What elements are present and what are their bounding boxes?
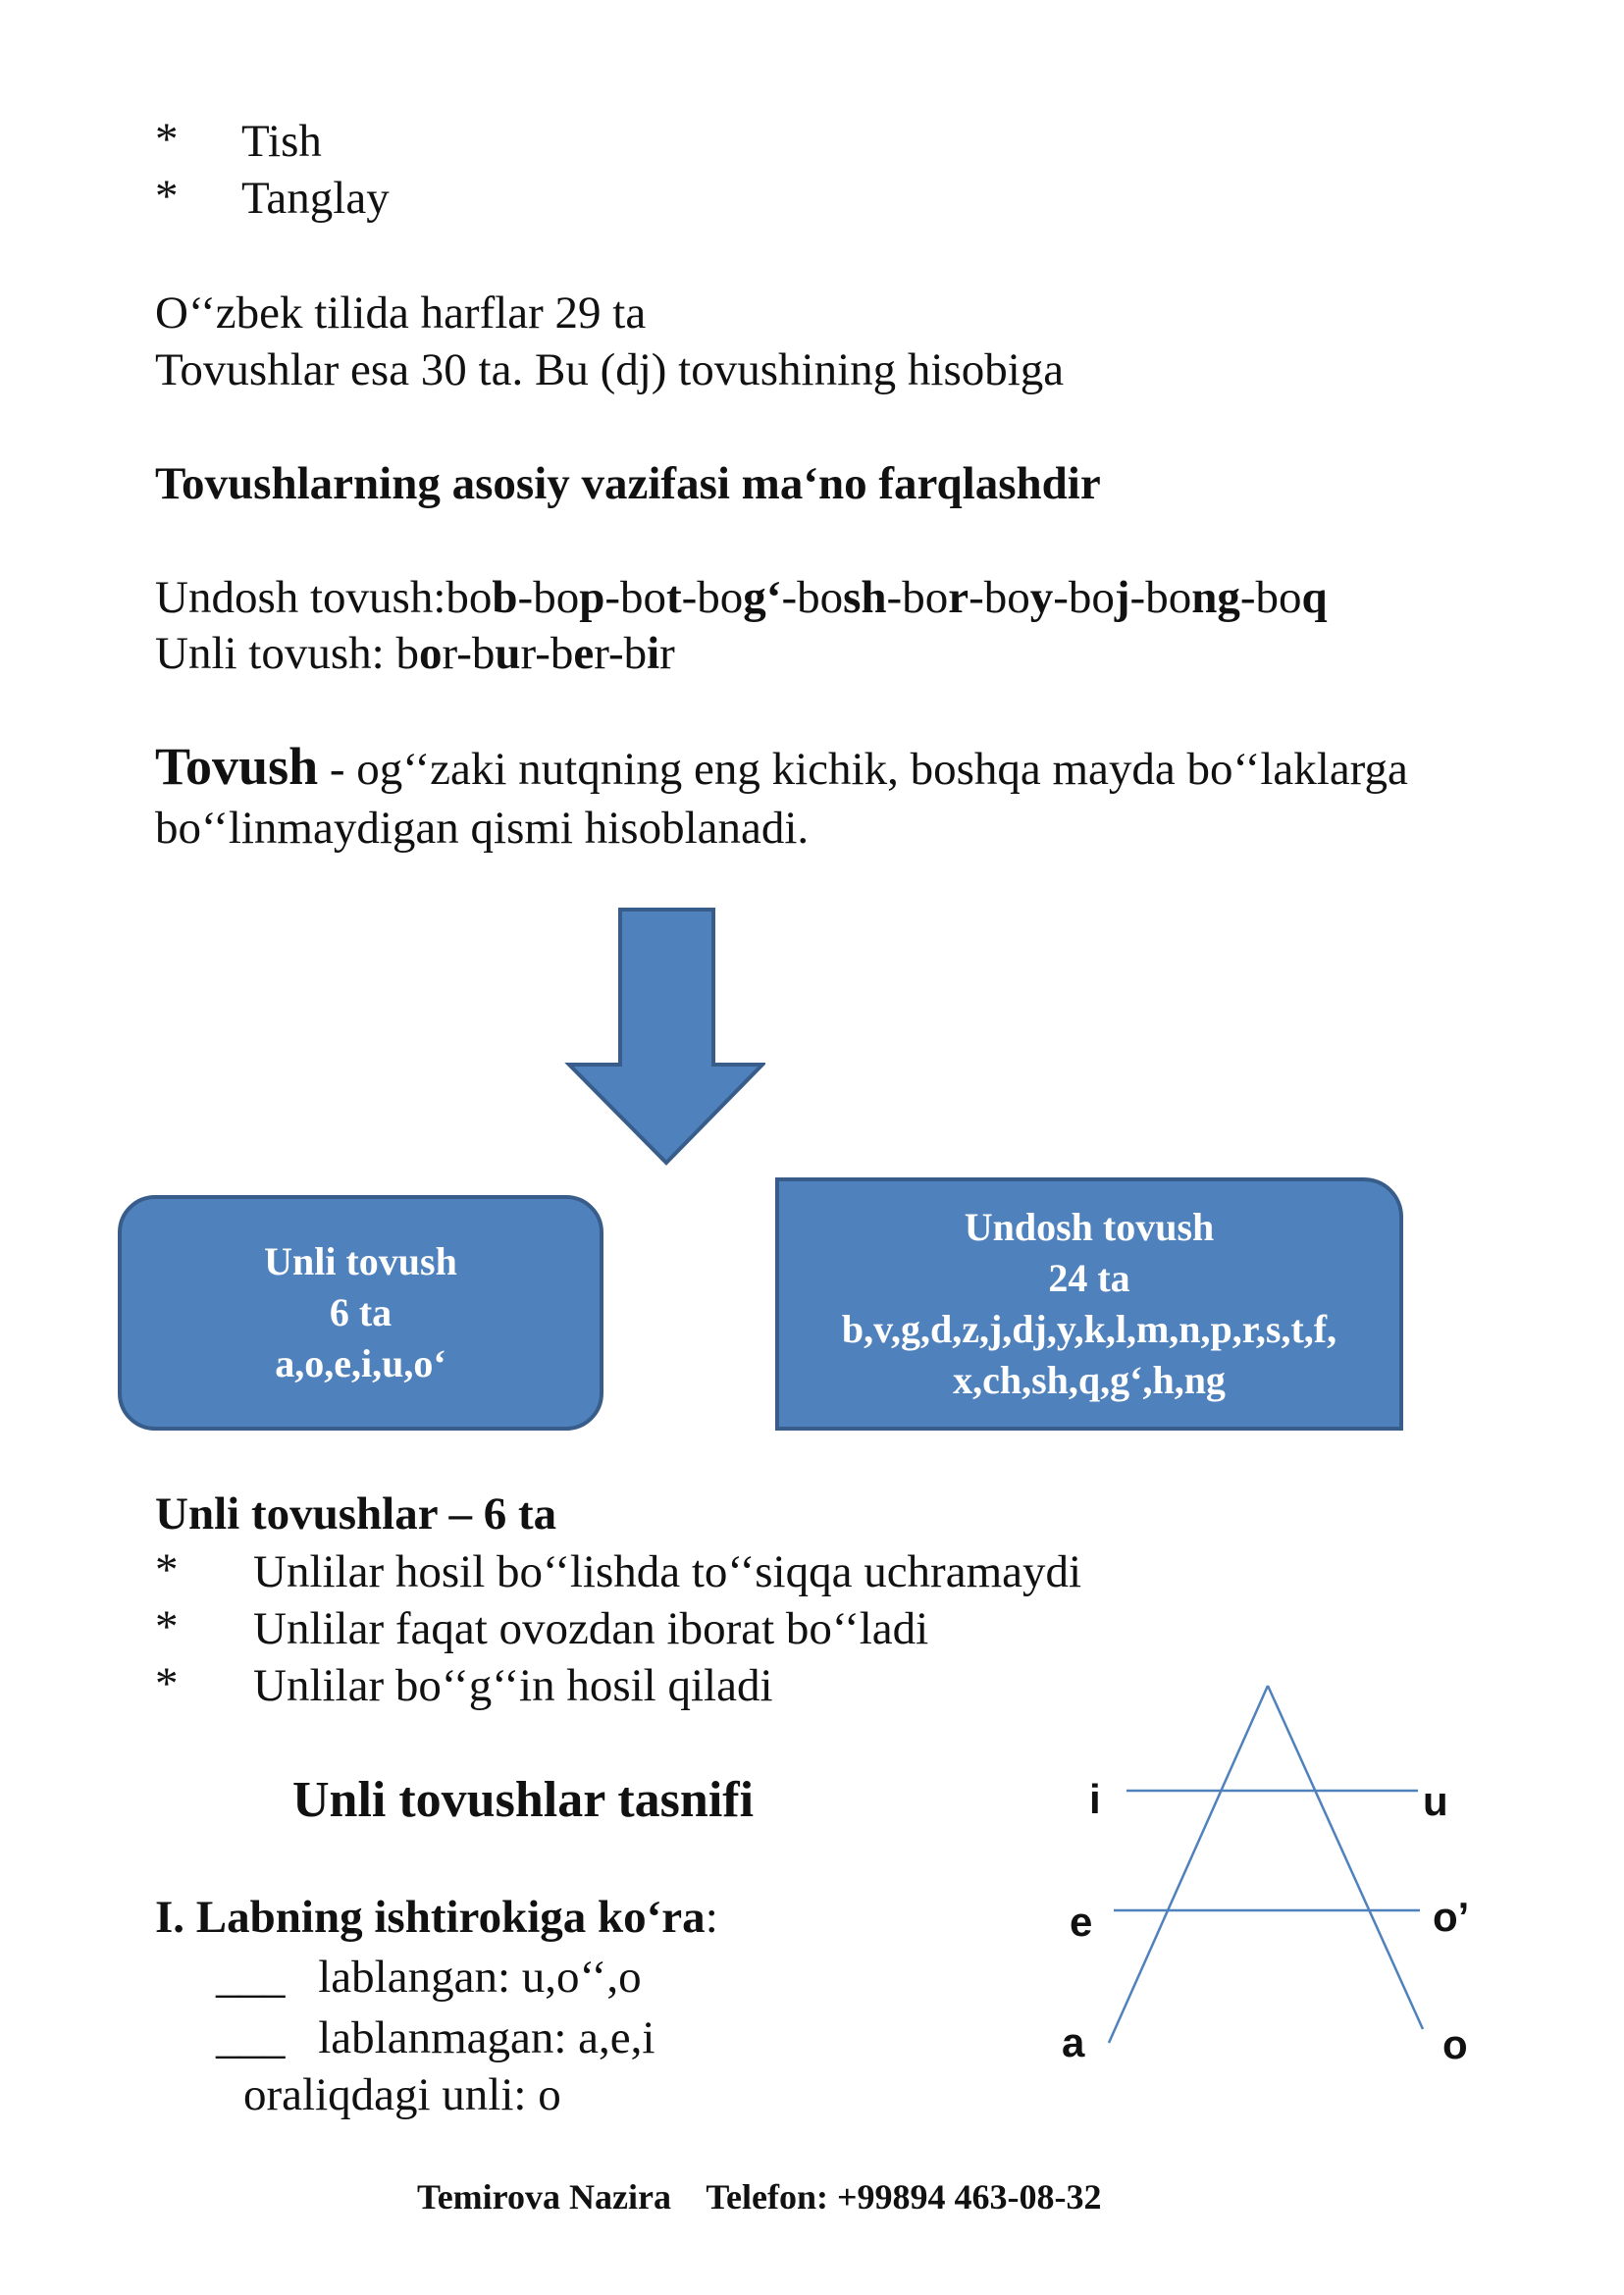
unli-feature-item: Unlilar bo‘‘g‘‘in hosil qiladi <box>253 1660 773 1711</box>
vowel-label-i: i <box>1089 1776 1101 1822</box>
undosh-examples-line <box>155 569 1328 626</box>
undosh-label: Undosh tovush: <box>155 572 446 623</box>
definition-line-1 <box>155 738 1408 798</box>
triangle-left-edge <box>1109 1686 1268 2043</box>
unli-section-heading: Unli tovushlar – 6 ta <box>155 1488 557 1539</box>
unli-label: Unli tovush: <box>155 628 396 679</box>
classification-section <box>155 1889 718 1946</box>
unli-feature-item: Unlilar hosil bo‘‘lishda to‘‘siqqa uchramaydi <box>253 1546 1082 1597</box>
undosh-words: bob-bop-bot-bog‘-bosh-bor-boy-boj-bong-boq <box>445 572 1328 623</box>
undosh-example-word: boj <box>1068 572 1130 623</box>
vowel-triangle-diagram <box>981 1668 1531 2060</box>
undosh-example-word: bong <box>1145 572 1240 623</box>
bullet: * <box>155 1544 179 1595</box>
unli-feature-item: Unlilar faqat ovozdan iborat bo‘‘ladi <box>253 1603 929 1654</box>
definition-line-2: bo‘‘linmaydigan qismi hisoblanadi. <box>155 803 810 854</box>
undosh-example-word: bot <box>619 572 682 623</box>
classification-middle: oraliqdagi unli: o <box>243 2069 561 2120</box>
sounds-count-line: Tovushlar esa 30 ta. Bu (dj) tovushining hisobiga <box>155 344 1065 395</box>
footer-name: Temirova Nazira <box>417 2177 671 2217</box>
vowel-label-o: o <box>1442 2021 1468 2067</box>
undosh-box-letters-2: x,ch,sh,q,g‘,h,ng <box>953 1358 1226 1402</box>
down-arrow-shape <box>569 910 762 1163</box>
classification-section-colon: : <box>705 1892 718 1943</box>
bullet: * <box>155 171 179 222</box>
definition-text-1: - og‘‘zaki nutqning eng kichik, boshqa mayda bo‘‘laklarga <box>318 744 1408 795</box>
classification-title: Unli tovushlar tasnifi <box>292 1772 755 1828</box>
unli-example-word: bur <box>471 628 536 679</box>
undosh-example-word: bob <box>445 572 518 623</box>
undosh-box-count: 24 ta <box>1048 1256 1130 1300</box>
undosh-tovush-box <box>775 1177 1403 1431</box>
bullet: * <box>155 1601 179 1652</box>
undosh-example-word: bosh <box>797 572 887 623</box>
undosh-box-title: Undosh tovush <box>964 1205 1215 1249</box>
classification-row-text: lablanmagan: a,e,i <box>318 2012 655 2063</box>
unli-box-letters: a,o,e,i,u,o‘ <box>275 1341 446 1385</box>
main-function-statement: Tovushlarning asosiy vazifasi ma‘no farqlashdir <box>155 458 1101 509</box>
vowel-label-a: a <box>1062 2019 1085 2065</box>
down-arrow-icon <box>564 908 765 1168</box>
vowel-label-e: e <box>1070 1899 1093 1945</box>
unli-example-word: ber <box>550 628 608 679</box>
classification-row <box>216 2009 655 2066</box>
undosh-example-word: boq <box>1255 572 1328 623</box>
list-item-tish: Tish <box>241 116 322 167</box>
definition-term: Tovush <box>155 737 319 796</box>
footer-phone: Telefon: +99894 463-08-32 <box>706 2177 1102 2217</box>
unli-words: bor-bur-ber-bir <box>395 628 675 679</box>
undosh-example-word: boy <box>983 572 1054 623</box>
unli-example-word: bor <box>395 628 457 679</box>
bullet: * <box>155 114 179 165</box>
blank-line: ___ <box>216 2012 286 2063</box>
triangle-right-edge <box>1268 1686 1423 2029</box>
vowel-label-u: u <box>1423 1778 1448 1824</box>
bullet: * <box>155 1658 179 1709</box>
undosh-example-word: bor <box>902 572 969 623</box>
unli-examples-line <box>155 625 675 682</box>
classification-section-title: I. Labning ishtirokiga ko‘ra <box>155 1892 706 1943</box>
undosh-box-letters-1: b,v,g,d,z,j,dj,y,k,l,m,n,p,r,s,t,f, <box>841 1307 1337 1351</box>
classification-row <box>216 1949 642 2006</box>
unli-box-count: 6 ta <box>329 1290 393 1334</box>
blank-line: ___ <box>216 1952 286 2003</box>
undosh-example-word: bog‘ <box>697 572 782 623</box>
undosh-example-word: bop <box>533 572 605 623</box>
classification-row-text: lablangan: u,o‘‘,o <box>318 1952 642 2003</box>
unli-example-word: bir <box>623 628 675 679</box>
unli-tovush-box <box>118 1195 603 1431</box>
list-item-tanglay: Tanglay <box>241 173 390 224</box>
letters-count-line: O‘‘zbek tilida harflar 29 ta <box>155 287 647 339</box>
footer <box>417 2176 1101 2217</box>
unli-box-title: Unli tovush <box>264 1239 457 1283</box>
vowel-label-o-apostrophe: o’ <box>1433 1894 1470 1940</box>
